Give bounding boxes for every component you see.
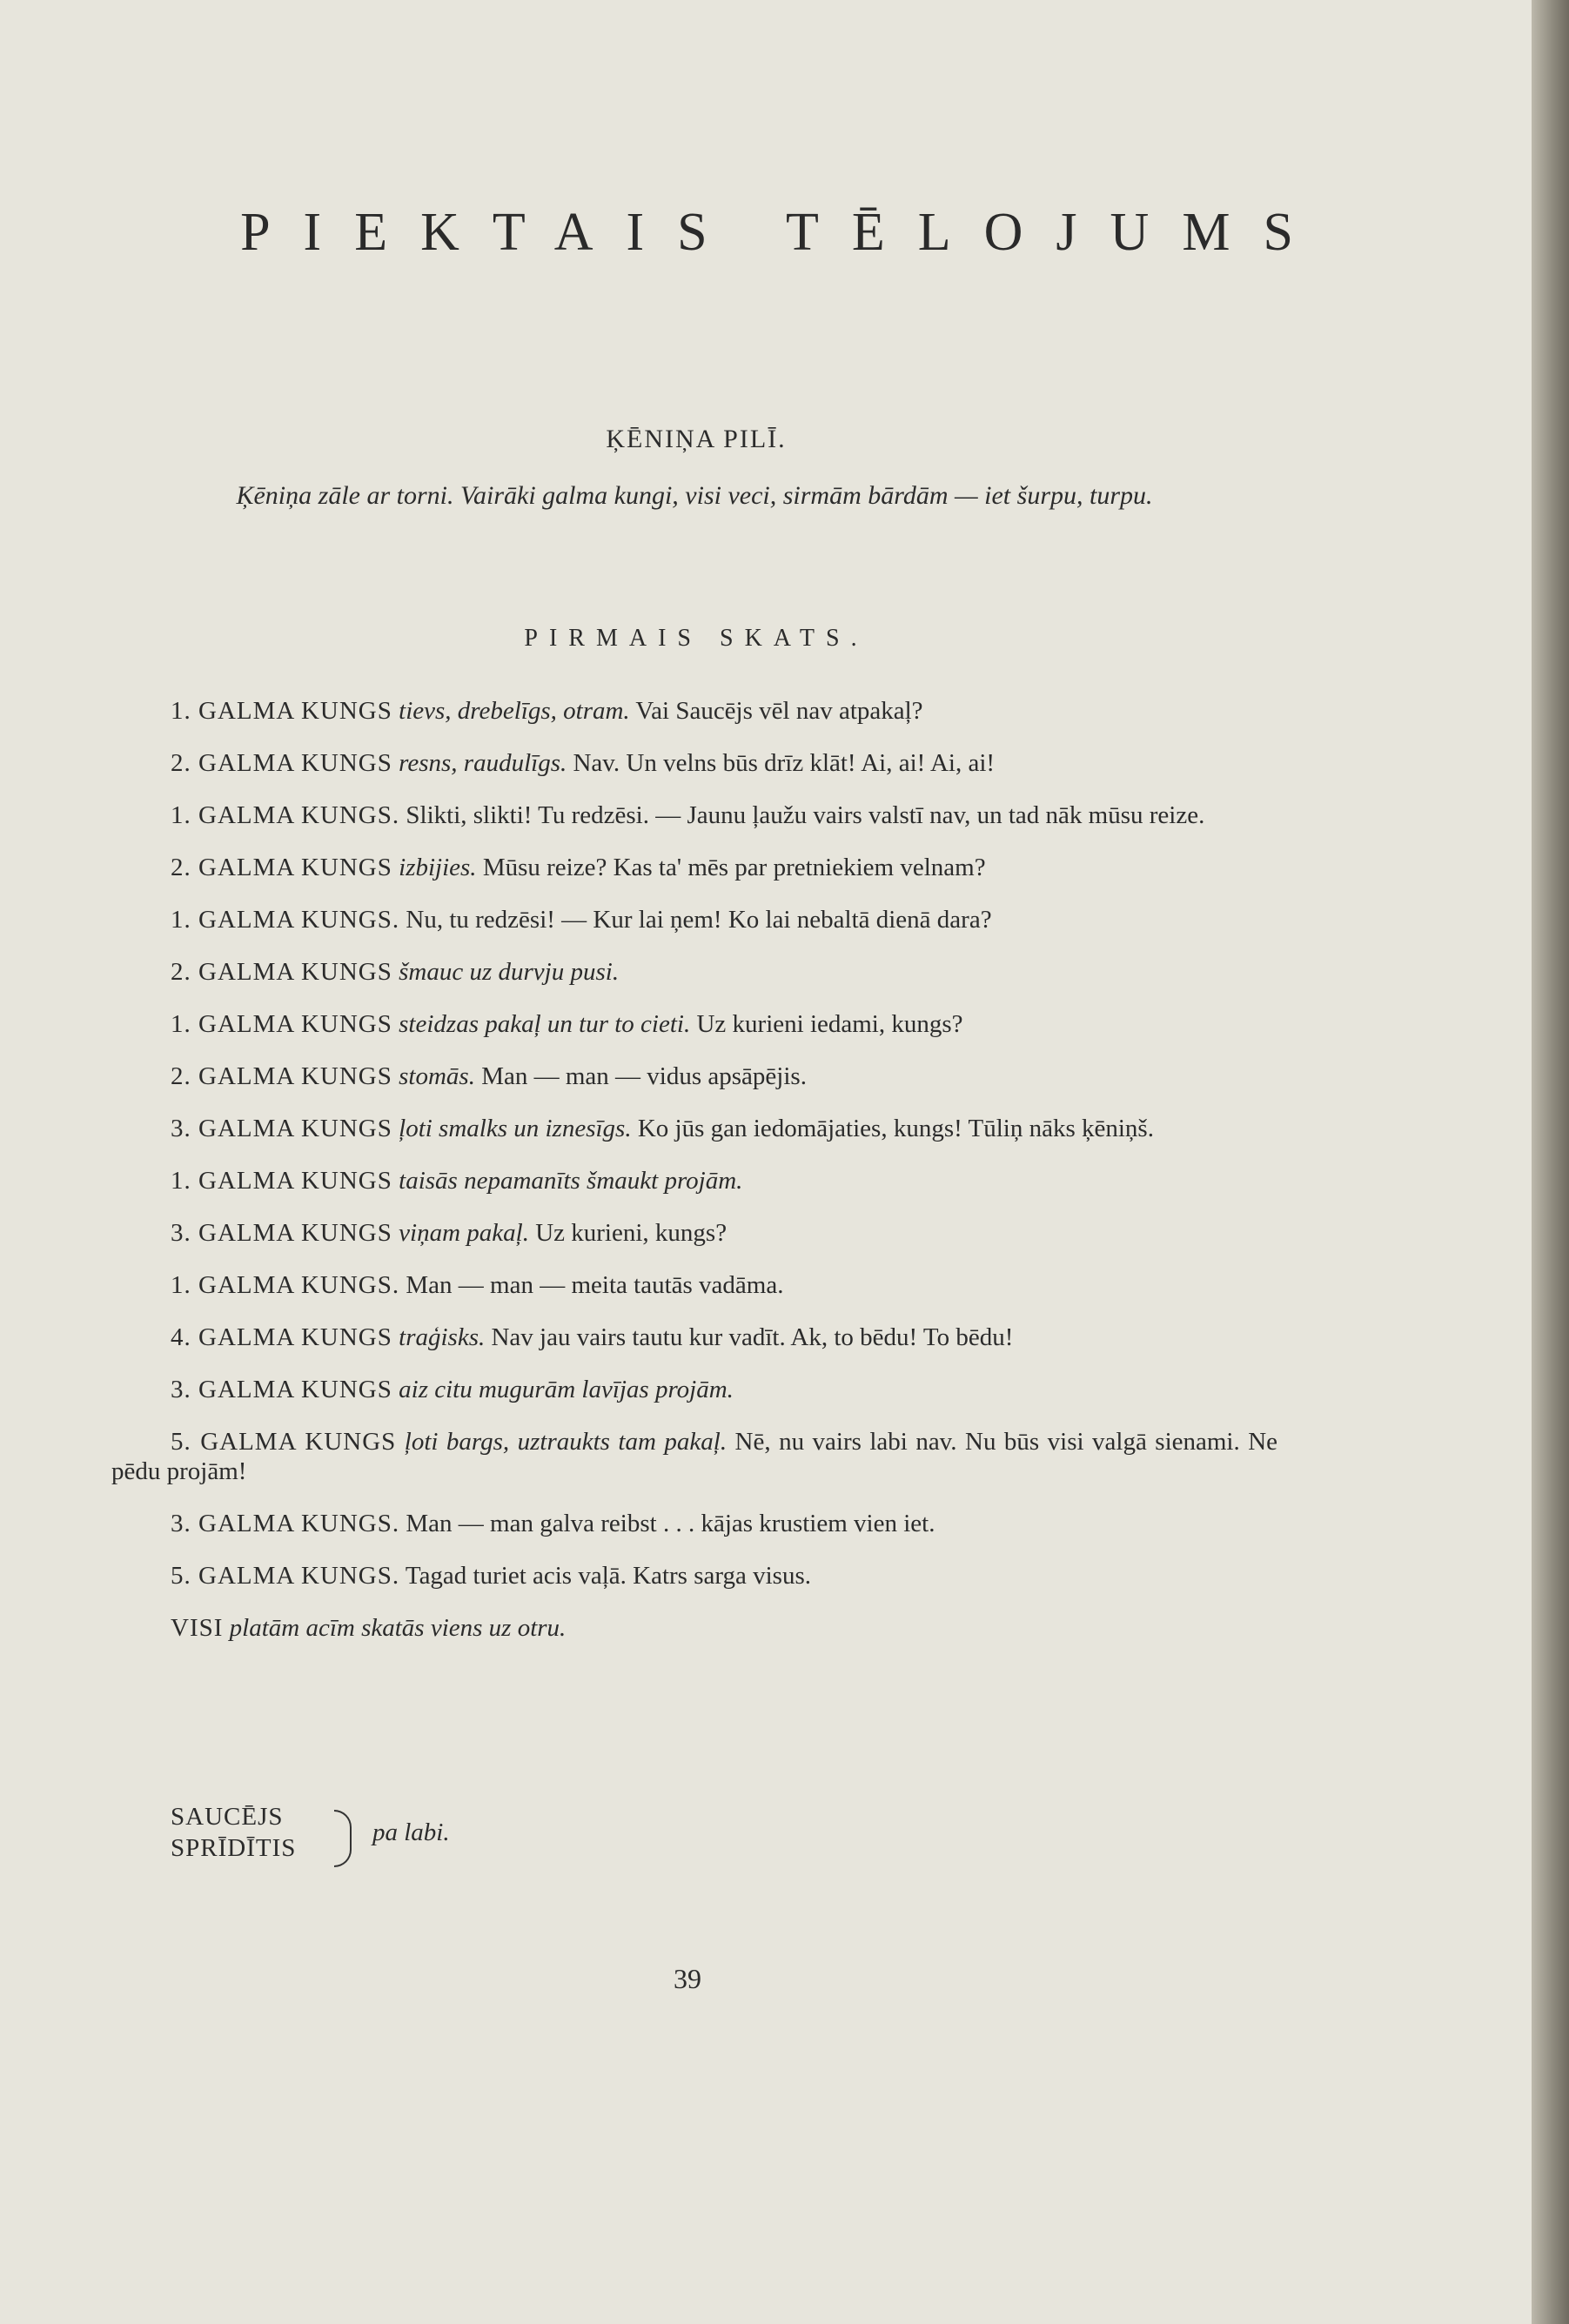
line-text: Man — man — vidus apsāpējis. xyxy=(481,1062,807,1090)
dialogue-line xyxy=(111,1114,1277,1143)
dialogue-line xyxy=(111,1323,1277,1352)
stage-direction: šmauc uz durvju pusi. xyxy=(399,958,620,986)
speaker-name: 4. GALMA KUNGS xyxy=(171,1323,392,1351)
line-text: Man — man galva reibst . . . kājas krustiem vien iet. xyxy=(406,1510,935,1537)
dialogue-line xyxy=(111,853,1277,882)
dialogue-line xyxy=(111,905,1277,934)
speaker-name: 5. GALMA KUNGS. xyxy=(171,1562,400,1590)
section-title: PIRMAIS SKATS. xyxy=(524,625,868,652)
stage-direction: resns, raudulīgs. xyxy=(399,749,567,777)
dialogue-line xyxy=(111,1427,1277,1486)
stage-direction: stomās. xyxy=(399,1062,475,1090)
page-edge xyxy=(1532,0,1569,2324)
speaker-name: 3. GALMA KUNGS xyxy=(171,1115,392,1142)
speaker-name: 2. GALMA KUNGS xyxy=(171,749,392,777)
speaker-name: 2. GALMA KUNGS xyxy=(171,958,392,986)
line-text: Uz kurieni iedami, kungs? xyxy=(696,1010,963,1038)
speaker-name: VISI xyxy=(171,1614,224,1642)
speaker-name: 3. GALMA KUNGS xyxy=(171,1376,392,1403)
line-text: Ko jūs gan iedomājaties, kungs! Tūliņ nāks ķēniņš. xyxy=(637,1115,1154,1142)
page-number: 39 xyxy=(674,1963,701,1994)
dialogue-line xyxy=(111,1375,1277,1404)
speaker-name: 2. GALMA KUNGS xyxy=(171,1062,392,1090)
scene-title: ĶĒNIŅA PILĪ. xyxy=(606,425,787,453)
line-text: Uz kurieni, kungs? xyxy=(535,1219,728,1247)
speaker-name: 3. GALMA KUNGS xyxy=(171,1219,392,1247)
dialogue-line xyxy=(111,696,1277,726)
stage-direction: tievs, drebelīgs, otram. xyxy=(399,697,630,725)
dialogue-line xyxy=(111,1561,1277,1591)
line-text: Nē, nu vairs labi nav. Nu būs visi valgā sienami. Ne pēdu projām! xyxy=(111,1428,1278,1485)
stage-direction: izbijies. xyxy=(399,854,477,881)
stage-direction: taisās nepamanīts šmaukt projām. xyxy=(399,1167,743,1195)
stage-direction: ļoti smalks un iznesīgs. xyxy=(399,1115,632,1142)
stage-direction: platām acīm skatās viens uz otru. xyxy=(229,1614,567,1642)
line-text: Man — man — meita tautās vadāma. xyxy=(406,1271,784,1299)
line-text: Slikti, slikti! Tu redzēsi. — Jaunu ļaužu vairs valstī nav, un tad nāk mūsu reize. xyxy=(406,801,1205,829)
stage-direction: traģisks. xyxy=(399,1323,486,1351)
dialogue-line xyxy=(111,1166,1277,1195)
speaker-name: 1. GALMA KUNGS xyxy=(171,1010,392,1038)
speaker-name: 1. GALMA KUNGS. xyxy=(171,801,400,829)
stage-direction: steidzas pakaļ un tur to cieti. xyxy=(399,1010,691,1038)
dialogue-line xyxy=(111,1009,1277,1039)
bracket-name: SPRĪDĪTIS xyxy=(171,1834,297,1862)
dialogue-line xyxy=(111,1509,1277,1538)
line-text: Tagad turiet acis vaļā. Katrs sarga visus. xyxy=(405,1562,811,1590)
dialogue-lines xyxy=(111,696,1277,1665)
speaker-name: 5. GALMA KUNGS xyxy=(171,1428,397,1456)
line-text: Nav jau vairs tautu kur vadīt. Ak, to bēdu! To bēdu! xyxy=(491,1323,1014,1351)
dialogue-line xyxy=(111,1613,1277,1643)
scene-description: Ķēniņa zāle ar torni. Vairāki galma kungi, visi veci, sirmām bārdām — iet šurpu, turpu. xyxy=(236,481,1153,510)
bracket-note: pa labi. xyxy=(372,1818,450,1846)
speaker-name: 2. GALMA KUNGS xyxy=(171,854,392,881)
line-text: Vai Saucējs vēl nav atpakaļ? xyxy=(635,697,923,725)
dialogue-line xyxy=(111,1062,1277,1091)
dialogue-line xyxy=(111,748,1277,778)
speaker-name: 1. GALMA KUNGS xyxy=(171,1167,392,1195)
line-text: Mūsu reize? Kas ta' mēs par pretniekiem velnam? xyxy=(482,854,986,881)
stage-direction: aiz citu mugurām lavījas projām. xyxy=(399,1376,734,1403)
speaker-name: 1. GALMA KUNGS. xyxy=(171,906,400,934)
speaker-name: 1. GALMA KUNGS. xyxy=(171,1271,400,1299)
dialogue-line xyxy=(111,957,1277,987)
line-text: Nav. Un velns būs drīz klāt! Ai, ai! Ai, ai! xyxy=(573,749,996,777)
bracket-name: SAUCĒJS xyxy=(171,1803,284,1831)
speaker-name: 3. GALMA KUNGS. xyxy=(171,1510,400,1537)
stage-direction: ļoti bargs, uztraukts tam pakaļ. xyxy=(404,1428,728,1456)
chapter-title: PIEKTAIS TĒLOJUMS xyxy=(240,203,1326,262)
line-text: Nu, tu redzēsi! — Kur lai ņem! Ko lai nebaltā dienā dara? xyxy=(406,906,992,934)
dialogue-line xyxy=(111,1218,1277,1248)
dialogue-line xyxy=(111,1270,1277,1300)
curly-brace-icon xyxy=(334,1810,352,1867)
speaker-name: 1. GALMA KUNGS xyxy=(171,697,392,725)
dialogue-line xyxy=(111,800,1277,830)
bracket-names xyxy=(171,1801,296,1864)
stage-direction-bracket xyxy=(171,1801,606,1879)
stage-direction: viņam pakaļ. xyxy=(399,1219,529,1247)
